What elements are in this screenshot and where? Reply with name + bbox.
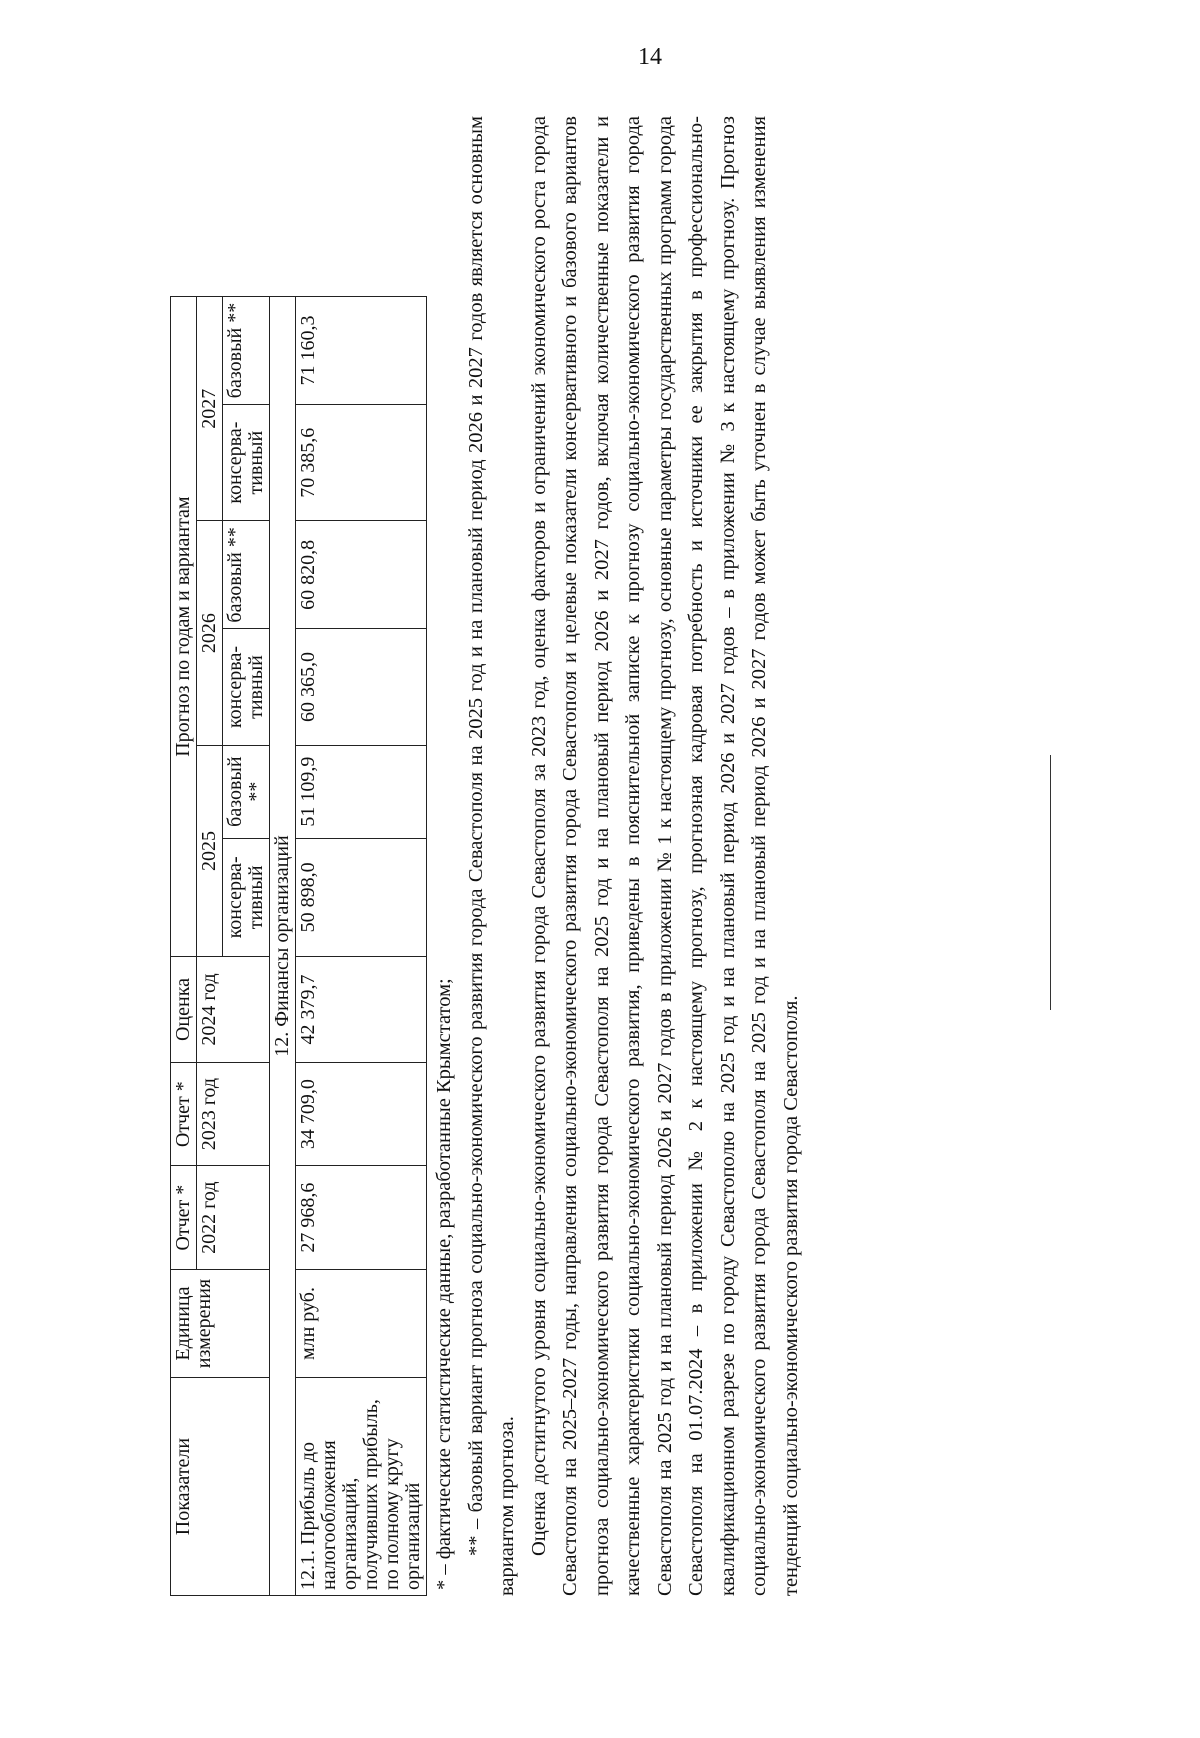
row-value: 60 365,0 <box>296 629 427 745</box>
forecast-table <box>170 296 427 1596</box>
footnote-1: * – фактические статистические данные, разработанные Крымстатом; <box>433 978 455 1590</box>
header-conservative-2026: консерва-тивный <box>223 629 270 745</box>
section-title: 12. Финансы организаций <box>270 297 296 1596</box>
row-value: 51 109,9 <box>296 745 427 838</box>
header-base-2027: базовый ** <box>223 297 270 405</box>
page-number: 14 <box>638 44 662 70</box>
header-year-2023: 2023 год <box>197 1062 270 1166</box>
row-value: 42 379,7 <box>296 957 427 1063</box>
header-year-2024: 2024 год <box>197 957 270 1063</box>
row-indicator: 12.1. Прибыль до налогообложения организаций, получивших прибыль, по полному кругу организаций <box>296 1378 427 1596</box>
header-base-2026: базовый ** <box>223 521 270 629</box>
header-estimate-2024: Оценка <box>171 957 197 1063</box>
header-report-2023: Отчет * <box>171 1062 197 1166</box>
row-value: 27 968,6 <box>296 1166 427 1270</box>
row-unit: млн руб. <box>296 1269 427 1377</box>
table-row <box>296 297 427 1596</box>
notes-block <box>429 116 807 1596</box>
header-unit: Единица измерения <box>171 1269 270 1377</box>
header-base-2025: базовый ** <box>223 745 270 838</box>
row-value: 70 385,6 <box>296 404 427 520</box>
header-year-2022: 2022 год <box>197 1166 270 1270</box>
footnote-2: ** – базовый вариант прогноза социально-экономического развития города Севастополя на 2025 год и на плановый период 2026 и 2027 годов является основным вариантом прогноза. <box>464 116 518 1596</box>
row-value: 34 709,0 <box>296 1062 427 1166</box>
body-paragraph: Оценка достигнутого уровня социально-экономического развития города Севастополя за 2023 год, оценка факторов и ограничений экономического роста города Севастополя на 2025–2027 годы, направления социально-экономического развития города Севастополя и целевые показатели консервативного и базового вариантов прогноза социально-экономического развития города Севастополя на 2025 год и на плановый период 2026 и 2027 годов, включая количественные показатели и качественные характеристики социально-экономического развития, приведены в пояснительной записке к прогнозу социально-экономического развития города Севастополя на 2025 год и на плановый период 2026 и 2027 годов в приложении № 1 к настоящему прогнозу, основные параметры государственных программ города Севастополя на 01.07.2024 – в приложении № 2 к настоящему прогнозу, прогнозная кадровая потребность и источники ее закрытия в профессионально-квалификационном разрезе по городу Севастополю на 2025 год и на плановый период 2026 и 2027 годов – в приложении № 3 к настоящему прогнозу. Прогноз социально-экономического развития города Севастополя на 2025 год и на плановый период 2026 и 2027 годов может быть уточнен в случае выявления изменения тенденций социально-экономического развития города Севастополя. <box>527 116 802 1596</box>
row-value: 50 898,0 <box>296 838 427 957</box>
header-report-2022: Отчет * <box>171 1166 197 1270</box>
header-year-2025: 2025 <box>197 745 223 956</box>
header-indicator: Показатели <box>171 1378 270 1596</box>
row-value: 71 160,3 <box>296 297 427 405</box>
rotated-content <box>170 116 1030 1596</box>
row-value: 60 820,8 <box>296 521 427 629</box>
header-forecast-group: Прогноз по годам и вариантам <box>171 297 197 957</box>
separator-line <box>1050 755 1051 1010</box>
section-row <box>270 297 296 1596</box>
header-conservative-2027: консерва-тивный <box>223 404 270 520</box>
header-row-1 <box>171 297 197 1596</box>
header-year-2026: 2026 <box>197 521 223 745</box>
header-conservative-2025: консерва-тивный <box>223 838 270 957</box>
header-year-2027: 2027 <box>197 297 223 521</box>
